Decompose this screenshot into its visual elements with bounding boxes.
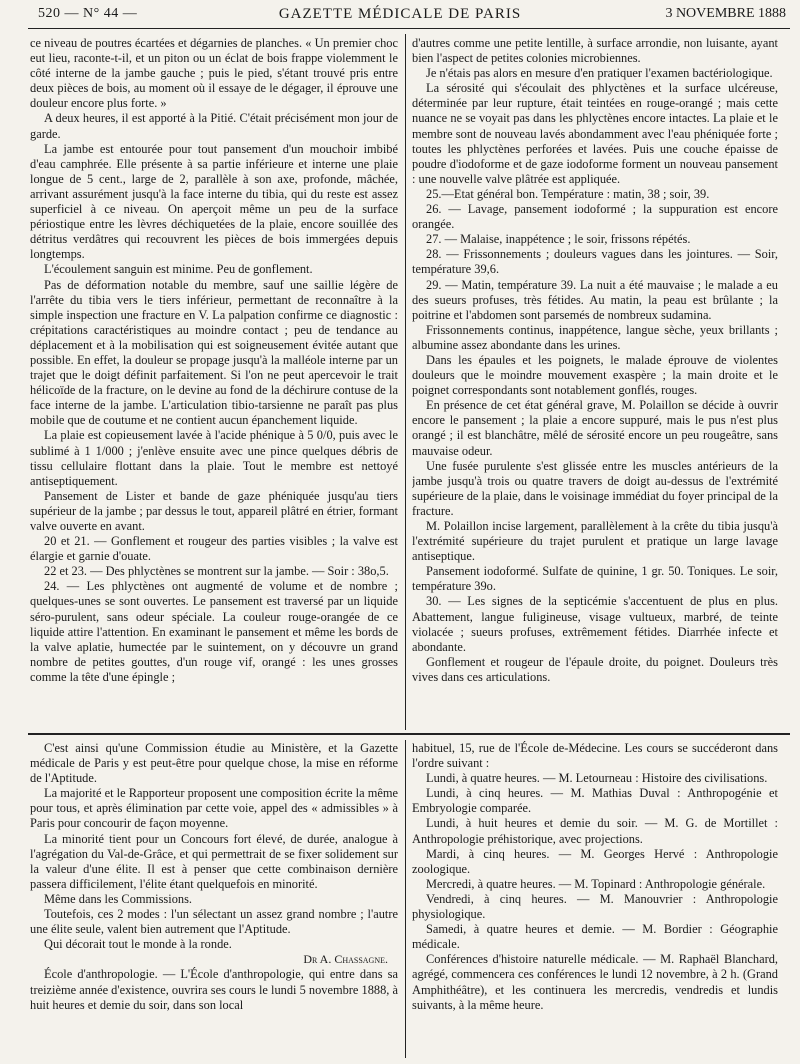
paragraph: M. Polaillon incise largement, parallèlement à la crête du tibia jusqu'à l'extrémité supérieure du trajet purulent et pratique un large lavage antiseptique. bbox=[412, 519, 778, 564]
paragraph: Lundi, à cinq heures. — M. Mathias Duval : Anthropogénie et Embryologie comparée. bbox=[412, 786, 778, 816]
page-header bbox=[0, 0, 800, 30]
paragraph: Qui décorait tout le monde à la ronde. bbox=[44, 937, 232, 952]
paragraph: Pas de déformation notable du membre, sauf une saillie légère de l'arrête du tibia vers le tiers inférieur, permettant de reconnaître à la simple inspection une fracture en V. La palpation confirme ce diagnostic : crépitations caractéristiques au moindre contact ; peu de tendance au déplacement et à la mobilisation qui est soigneusement évitée autant que possible. En effet, la douleur se propage jusqu'à la malléole interne par un trajet que le doigt définit parfaitement. Si l'on ne peut apercevoir le trait hélicoïde de la fracture, on le devine au fond de la déchirure contuse de la face interne de la jambe. L'articulation tibio-tarsienne ne paraît pas plus mobile que de coutume et ne contient aucun épanchement liquide. bbox=[30, 277, 398, 428]
section-rule bbox=[28, 733, 790, 735]
paragraph: 20 et 21. — Gonflement et rougeur des parties visibles ; la valve est élargie et garnie d'ouate. bbox=[30, 534, 398, 564]
paragraph: Mercredi, à quatre heures. — M. Topinard : Anthropologie générale. bbox=[426, 876, 766, 891]
header-rule bbox=[28, 28, 790, 29]
paragraph: Frissonnements continus, inappétence, langue sèche, yeux brillants ; albumine assez abondante dans les urines. bbox=[412, 322, 778, 352]
paragraph: La plaie est copieusement lavée à l'acide phénique à 5 0/0, puis avec le sublimé à 1 1/000 ; j'enlève ensuite avec une pince quelques débris de tissu cellulaire flottant dans la plaie. Tout le membre est nettoyé antiseptiquement. bbox=[30, 428, 398, 488]
paragraph: 26. — Lavage, pansement iodoformé ; la suppuration est encore orangée. bbox=[412, 202, 778, 232]
paragraph: Lundi, à huit heures et demie du soir. — M. G. de Mortillet : Anthropologie préhistorique, avec projections. bbox=[412, 816, 778, 846]
page-number: 520 — N° 44 — bbox=[38, 6, 138, 21]
paragraph: 25.—Etat général bon. Température : matin, 38 ; soir, 39. bbox=[426, 186, 710, 201]
paragraph: C'est ainsi qu'une Commission étudie au Ministère, et la Gazette médicale de Paris y est peut-être pour quelque chose, la mise en réforme de l'Aptitude. bbox=[30, 741, 398, 786]
paragraph: 29. — Matin, température 39. La nuit a été mauvaise ; le malade a eu des sueurs profuses, très fétides. Au matin, la peau est brûlante ; la poitrine et l'abdomen sont parsemés de nombreux sudamina. bbox=[412, 277, 778, 322]
paragraph: Mardi, à cinq heures. — M. Georges Hervé : Anthropologie zoologique. bbox=[412, 846, 778, 876]
paragraph: A deux heures, il est apporté à la Pitié. C'était précisément mon jour de garde. bbox=[30, 111, 398, 141]
paragraph: La minorité tient pour un Concours fort élevé, de durée, analogue à l'agrégation du Val-de-Grâce, et qui permettrait de se fixer solidement sur la valeur d'une élite. Il est à penser que cette combinaison dernière passera difficilement, l'élite étant quelquefois en minorité. bbox=[30, 831, 398, 891]
paragraph: Pansement iodoformé. Sulfate de quinine, 1 gr. 50. Toniques. Le soir, température 39o. bbox=[412, 564, 778, 594]
paragraph: Toutefois, ces 2 modes : l'un sélectant un assez grand nombre ; l'autre une élite seule, valent bien autrement que l'Aptitude. bbox=[30, 907, 398, 937]
top-right-column bbox=[412, 36, 778, 731]
bottom-column-divider bbox=[405, 740, 406, 1058]
paragraph: habituel, 15, rue de l'École de-Médecine. Les cours se succéderont dans l'ordre suivant : bbox=[412, 741, 778, 771]
bottom-right-column bbox=[412, 741, 778, 1059]
paragraph: La sérosité qui s'écoulait des phlyctènes et la surface ulcéreuse, déterminée par leur rupture, était teintées en rouge-orangé ; mais cette nuance ne se voyait pas dans les phlyctènes encore intactes. La plaie et le membre sont de nouveau lavés abondamment avec l'eau phéniquée forte ; toutes les phlyctènes perforées et lavées. Puis une couche épaisse de poudre d'iodoforme et de gaze iodoforme forment un nouveau pansement : une nouvelle valve plâtrée est appliquée. bbox=[412, 81, 778, 186]
paragraph: Conférences d'histoire naturelle médicale. — M. Raphaël Blanchard, agrégé, commencera ces conférences le lundi 12 novembre, à 2 h. (Grand Amphithéâtre), et les continuera les mercredis, vendredis et lundis suivants, à la même heure. bbox=[412, 952, 778, 1012]
paragraph: Vendredi, à cinq heures. — M. Manouvrier : Anthropologie physiologique. bbox=[412, 891, 778, 922]
paragraph: Une fusée purulente s'est glissée entre les muscles antérieurs de la jambe jusqu'à trois ou quatre travers de doigt au-dessus de l'extrémité supérieure de la plaie, dans le voisinage immédiat du foyer principal de la fracture. bbox=[412, 458, 778, 518]
paragraph: L'écoulement sanguin est minime. Peu de gonflement. bbox=[44, 262, 313, 277]
top-left-column bbox=[30, 36, 398, 731]
paragraph: La majorité et le Rapporteur proposent une composition écrite la même pour tous, et après élimination par cette voie, appel des « admissibles » à Paris pour concourir de façon moyenne. bbox=[30, 786, 398, 831]
paragraph: Je n'étais pas alors en mesure d'en pratiquer l'examen bactériologique. bbox=[426, 66, 773, 81]
paragraph: École d'anthropologie. — L'École d'anthropologie, qui entre dans sa treizième année d'existence, ouvrira ses cours le lundi 5 novembre 1888, à huit heures et demie du soir, dans son local bbox=[30, 967, 398, 1012]
issue-date: 3 NOVEMBRE 1888 bbox=[665, 6, 786, 21]
journal-title: GAZETTE MÉDICALE DE PARIS bbox=[278, 6, 522, 22]
paragraph: Samedi, à quatre heures et demie. — M. Bordier : Géographie médicale. bbox=[412, 922, 778, 952]
paragraph: 24. — Les phlyctènes ont augmenté de volume et de nombre ; quelques-unes se sont ouvertes. Le pansement est traversé par un liquide séro-purulent, sans odeur spéciale. La couleur rouge-orangée de ce liquide attire l'attention. En examinant le pansement et même les bords de la valve aplatie, humectée par le suintement, on y découvre un grand nombre de petites gouttes, d'un rouge vif, orangé : les unes grosses comme la tête d'une épingle ; bbox=[30, 579, 398, 684]
paragraph: ce niveau de poutres écartées et dégarnies de planches. « Un premier choc eut lieu, raconte-t-il, et un piton ou un éclat de bois frappe violemment le côté interne de la jambe gauche ; puis le pied, s'étant trouvé pris entre deux pièces de bois, au moment où il essaye de le dégager, il éprouve une douleur encore plus forte. » bbox=[30, 36, 398, 111]
paragraph: Même dans les Commissions. bbox=[44, 891, 192, 906]
paragraph: Gonflement et rougeur de l'épaule droite, du poignet. Douleurs très vives dans ces articulations. bbox=[412, 654, 778, 684]
paragraph: 30. — Les signes de la septicémie s'accentuent de plus en plus. Abattement, langue fuligineuse, visage vultueux, marbré, de teinte violacée ; sueurs profuses, extrêmement fétides. Diarrhée infecte et abondante. bbox=[412, 594, 778, 654]
paragraph: Pansement de Lister et bande de gaze phéniquée jusqu'au tiers supérieur de la jambe ; par dessus le tout, appareil plâtré en étrier, formant valve ouverte en avant. bbox=[30, 488, 398, 533]
paragraph: 28. — Frissonnements ; douleurs vagues dans les jointures. — Soir, température 39,6. bbox=[412, 247, 778, 277]
bottom-left-column bbox=[30, 741, 398, 1059]
paragraph: d'autres comme une petite lentille, à surface arrondie, non luisante, ayant bien l'aspect de petites colonies microbiennes. bbox=[412, 36, 778, 66]
paragraph: La jambe est entourée pour tout pansement d'un mouchoir imbibé d'eau camphrée. Elle présente à sa partie inférieure et interne une plaie longue de 5 cent., large de 2, parallèle à son axe, profonde, mâchée, arrivant assurément jusqu'à la face interne du tibia, qui du reste est assez superficiel à ce niveau. On aperçoit même un peu de la surface périostique entre les lèvres déchiquetées de la plaie, encore souillée des détritus verdâtres qui recouvrent les pièces de bois immergées depuis longtemps. bbox=[30, 141, 398, 262]
top-column-divider bbox=[405, 34, 406, 730]
paragraph: Dans les épaules et les poignets, le malade éprouve de violentes douleurs que le moindre mouvement exaspère ; la main droite et le poignet correspondants sont notablement gonflés, rouges. bbox=[412, 352, 778, 398]
author-signature: Dr A. Chassagne. bbox=[303, 952, 388, 967]
paragraph: 22 et 23. — Des phlyctènes se montrent sur la jambe. — Soir : 38o,5. bbox=[44, 564, 389, 579]
paragraph: En présence de cet état général grave, M. Polaillon se décide à ouvrir encore le pansement ; la plaie a encore suppuré, mais le pus n'est plus orangé ; il est blanchâtre, mêlé de sérosité encore un peu rougeâtre, sans mauvaise odeur. bbox=[412, 398, 778, 458]
paragraph: 27. — Malaise, inappétence ; le soir, frissons répétés. bbox=[426, 232, 691, 247]
paragraph: Lundi, à quatre heures. — M. Letourneau : Histoire des civilisations. bbox=[426, 771, 768, 786]
